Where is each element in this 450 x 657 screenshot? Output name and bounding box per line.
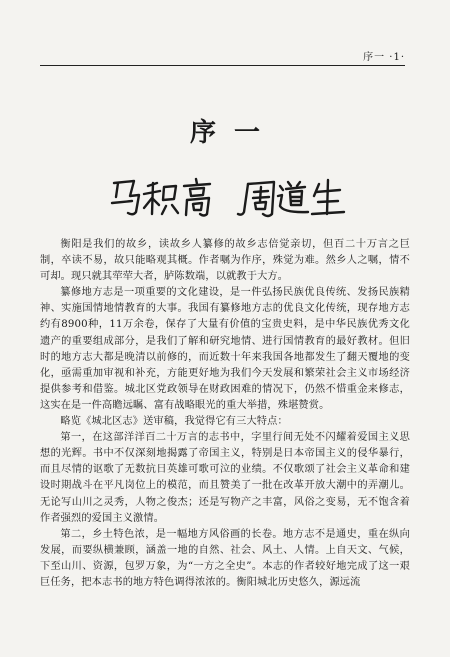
header-rule [40,65,405,66]
handwritten-signature [108,174,348,220]
paragraph: 略览《城北区志》送审稿，我觉得它有三大特点： [60,416,288,428]
paragraph: 第一，在这部洋洋百二十万言的志书中，字里行间无处不闪耀着爱国主义思想的光辉。书中不仅深刻地揭露了帝国主义，特别是日本帝国主义的侵华暴行，而且尽情的讴歌了无数抗日英雄可歌可泣的业绩。不仅歌颂了社会主义革命和建设时期战斗在平凡岗位上的模范，而且赞美了一批在改革开放大潮中的弄潮儿。无论写山川之灵秀，人物之俊杰；还是写物产之丰富，风俗之变易，无不饱含着作者强烈的爱国主义激情。 [40,432,410,524]
paragraph: 衡阳是我们的故乡，读故乡人纂修的故乡志倍觉亲切，但百二十万言之巨制，卒读不易，故只能略观其概。作者嘱为作序，殊觉为难。然乡人之嘱，情不可却。现只就其荦荦大者，胪陈数端，以就教于大方。 [40,239,410,283]
preface-body [40,237,410,591]
page-title: 序一 [189,118,278,148]
running-header [40,44,405,66]
signature-image [108,174,348,220]
running-header-title: 序一 ·1· [363,52,405,63]
paragraph: 第二，乡土特色浓，是一幅地方风俗画的长卷。地方志不是通史，重在纵向发展，而要纵横兼顾，涵盖一地的自然、社会、风土、人情。上自天文、气候，下至山川、资源，包罗万象，为“一方之全史”。本志的作者较好地完成了这一艰巨任务，把本志书的地方特色调得浓浓的。衡阳城北历史悠久，源远流 [40,528,410,588]
paragraph: 纂修地方志是一项重要的文化建设，是一件弘扬民族优良传统、发扬民族精神、实施国情地情教育的大事。我国有纂修地方志的优良文化传统，现存地方志约有8900种，11万余卷，保存了大量有价值的宝贵史料，是中华民族优秀文化遗产的重要组成部分，是我们了解和研究地情、进行国情教育的最好教材。但旧时的地方志大都是晚清以前修的，而近数十年来我国各地都发生了翻天覆地的变化，亟需重加审视和补充，方能更好地为我们今天发展和繁荣社会主义市场经济提供参考和借鉴。城北区党政领导在财政困难的情况下，仍然不惜重金来修志，这实在是一件高瞻远瞩、富有战略眼光的重大举措，殊堪赞赏。 [40,287,410,411]
